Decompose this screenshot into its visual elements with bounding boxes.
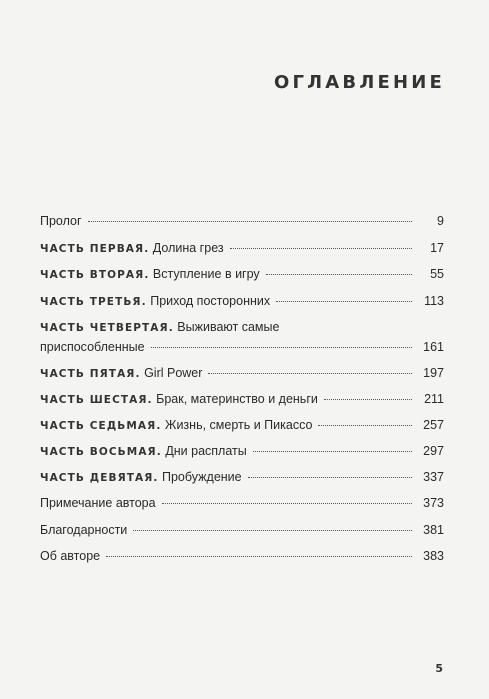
- toc-entry-part: ЧАСТЬ ПЯТАЯ.: [40, 368, 141, 380]
- leader-dots: [208, 373, 412, 374]
- leader-dots: [324, 399, 412, 400]
- toc-entry-part-6[interactable]: [40, 392, 444, 407]
- toc-entry-title: Благодарности: [40, 523, 128, 537]
- leader-dots: [318, 425, 412, 426]
- page-number: 5: [435, 662, 443, 675]
- toc-entry-page: 257: [423, 418, 444, 432]
- toc-entry-part-9[interactable]: [40, 470, 444, 485]
- toc-entry-page: 211: [424, 392, 444, 406]
- leader-dots: [88, 221, 412, 222]
- toc-entry-part-2[interactable]: [40, 267, 444, 282]
- leader-dots: [253, 451, 412, 452]
- toc-entry-title: Выживают самые: [177, 320, 280, 334]
- toc-entry-page: 383: [423, 549, 444, 563]
- toc-entry-title: Пролог: [40, 214, 82, 228]
- toc-entry-part-3[interactable]: [40, 294, 444, 309]
- toc-entry-title: Вступление в игру: [152, 267, 260, 281]
- toc-entry-prologue[interactable]: [40, 214, 444, 229]
- toc-entry-part-1[interactable]: [40, 241, 444, 256]
- toc-entry-page: 113: [424, 294, 444, 308]
- toc-entry-part: ЧАСТЬ ЧЕТВЕРТАЯ.: [40, 322, 174, 334]
- toc-entry-title-cont: приспособленные: [40, 340, 145, 354]
- toc-entry-title: Приход посторонних: [150, 294, 271, 308]
- toc-entry-title: Жизнь, смерть и Пикассо: [164, 418, 313, 432]
- toc-entry-title: Пробуждение: [162, 470, 242, 484]
- leader-dots: [106, 556, 412, 557]
- toc-entry-title: Об авторе: [40, 549, 101, 563]
- toc-entry-title: Girl Power: [144, 366, 203, 380]
- toc-entry-page: 337: [423, 470, 444, 484]
- toc-entry-part: ЧАСТЬ ДЕВЯТАЯ.: [40, 472, 159, 484]
- toc-entry-page: 55: [430, 267, 444, 281]
- leader-dots: [266, 274, 412, 275]
- leader-dots: [276, 301, 412, 302]
- toc-entry-page: 373: [423, 496, 444, 510]
- toc-entry-title: Брак, материнство и деньги: [156, 392, 318, 406]
- leader-dots: [151, 347, 412, 348]
- toc-entry-part-4[interactable]: [40, 340, 444, 355]
- toc-entry-title: Долина грез: [152, 241, 224, 255]
- toc-entry-author-note[interactable]: [40, 496, 444, 511]
- toc-entry-page: 161: [423, 340, 444, 354]
- toc-entry-part: ЧАСТЬ ВОСЬМАЯ.: [40, 446, 162, 458]
- toc-entry-part: ЧАСТЬ СЕДЬМАЯ.: [40, 420, 162, 432]
- toc-entry-about-author[interactable]: [40, 549, 444, 564]
- toc-entry-part-8[interactable]: [40, 444, 444, 459]
- toc-entry-acknowledgements[interactable]: [40, 523, 444, 538]
- toc-entry-part: ЧАСТЬ ВТОРАЯ.: [40, 269, 150, 281]
- toc-entry-part: ЧАСТЬ ТРЕТЬЯ.: [40, 296, 147, 308]
- toc-entry-part: ЧАСТЬ ШЕСТАЯ.: [40, 394, 153, 406]
- leader-dots: [230, 248, 412, 249]
- leader-dots: [248, 477, 412, 478]
- toc-entry-part-4-first-line[interactable]: [40, 320, 279, 336]
- toc-entry-part-7[interactable]: [40, 418, 444, 433]
- leader-dots: [133, 530, 412, 531]
- leader-dots: [162, 503, 412, 504]
- toc-entry-page: 17: [430, 241, 444, 255]
- toc-entry-page: 381: [423, 523, 444, 537]
- toc-entry-part-5[interactable]: [40, 366, 444, 381]
- toc-entry-part: ЧАСТЬ ПЕРВАЯ.: [40, 243, 150, 255]
- toc-entry-title: Примечание автора: [40, 496, 156, 510]
- toc-entry-page: 197: [423, 366, 444, 380]
- toc-entry-page: 9: [437, 214, 444, 228]
- toc-entry-page: 297: [423, 444, 444, 458]
- toc-heading: ОГЛАВЛЕНИЕ: [273, 72, 445, 93]
- toc-entry-title: Дни расплаты: [165, 444, 247, 458]
